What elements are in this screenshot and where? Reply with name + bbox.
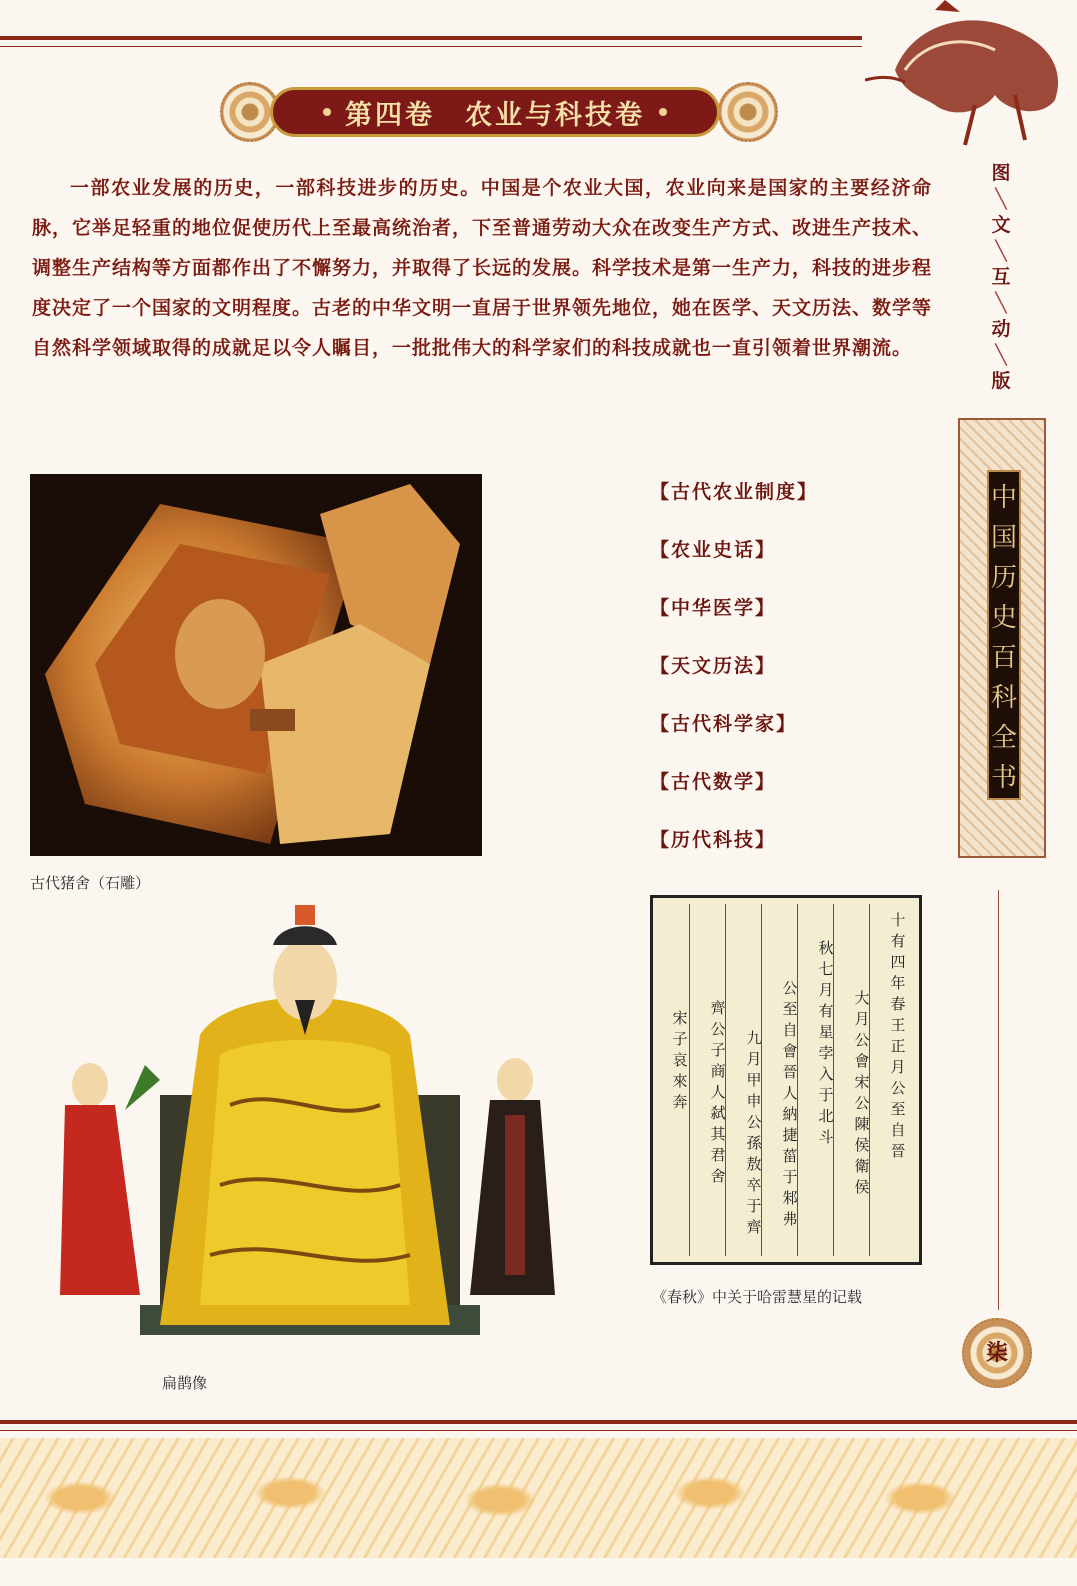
banner-dot-icon bbox=[323, 108, 331, 116]
side-label-char: 互 bbox=[991, 266, 1011, 288]
toc-item-astronomy-calendar[interactable]: 【天文历法】 bbox=[650, 655, 777, 677]
side-separator: ╲ bbox=[995, 344, 1007, 366]
document-column: 九月甲申公孫敖卒于齊 bbox=[746, 1029, 762, 1236]
chunqiu-caption: 《春秋》中关于哈雷慧星的记载 bbox=[652, 1288, 863, 1306]
book-title-char: 史 bbox=[990, 603, 1017, 633]
document-column: 齊公子商人弑其君舍 bbox=[710, 999, 726, 1185]
chunqiu-document-image bbox=[650, 895, 922, 1265]
section-list bbox=[650, 476, 818, 882]
book-title-vertical bbox=[987, 470, 1021, 800]
right-vertical-rule bbox=[998, 890, 999, 1310]
document-column: 秋七月有星孛入于北斗 bbox=[818, 939, 834, 1146]
side-label-char: 图 bbox=[991, 162, 1011, 184]
bottom-rule-thick bbox=[0, 1420, 1077, 1424]
banner-dot-icon bbox=[659, 108, 667, 116]
document-column: 公至自會晉人納捷菑于邾弗 bbox=[782, 979, 798, 1228]
document-column: 大月公會宋公陳侯衛侯 bbox=[854, 989, 870, 1196]
banner-right-rosette-icon bbox=[718, 82, 778, 142]
book-title-char: 全 bbox=[990, 723, 1017, 753]
horse-ornament-icon bbox=[865, 0, 1077, 150]
floral-footer-border bbox=[0, 1438, 1077, 1558]
toc-item-agriculture-history[interactable]: 【农业史话】 bbox=[650, 539, 777, 561]
side-separator: ╲ bbox=[995, 292, 1007, 314]
pigsty-caption: 古代猪舍（石雕） bbox=[30, 874, 151, 892]
book-title-char: 书 bbox=[990, 763, 1017, 793]
bianque-portrait-image bbox=[50, 905, 560, 1365]
intro-paragraph: 一部农业发展的历史，一部科技进步的历史。中国是个农业大国，农业向来是国家的主要经济命脉，它举足轻重的地位促使历代上至最高统治者，下至普通劳动大众在改变生产方式、改进生产技术、调整生产结构等方面都作出了不懈努力，并取得了长远的发展。科学技术是第一生产力，科技的进步程度决定了一个国家的文明程度。古老的中华文明一直居于世界领先地位，她在医学、天文历法、数学等自然科学领域取得的成就足以令人瞩目，一批批伟大的科学家们的科技成就也一直引领着世界潮流。 bbox=[32, 177, 933, 359]
book-title-char: 中 bbox=[990, 483, 1017, 513]
top-rule-thin bbox=[0, 46, 862, 47]
toc-item-ancient-mathematics[interactable]: 【古代数学】 bbox=[650, 771, 777, 793]
bianque-caption: 扁鹊像 bbox=[162, 1374, 208, 1392]
toc-item-dynasty-technology[interactable]: 【历代科技】 bbox=[650, 829, 777, 851]
document-column: 宋子哀來奔 bbox=[672, 1009, 688, 1111]
toc-item-ancient-scientists[interactable]: 【古代科学家】 bbox=[650, 713, 798, 735]
side-label-vertical bbox=[988, 160, 1014, 394]
column-divider bbox=[689, 904, 690, 1256]
book-title-char: 科 bbox=[990, 683, 1017, 713]
book-title-char: 历 bbox=[990, 563, 1017, 593]
side-separator: ╲ bbox=[995, 240, 1007, 262]
page-number: 柒 bbox=[985, 1341, 1008, 1366]
side-label-char: 版 bbox=[991, 370, 1011, 392]
volume-title-banner bbox=[270, 87, 720, 137]
volume-title: 第四卷 农业与科技卷 bbox=[345, 99, 645, 131]
top-rule-thick bbox=[0, 36, 862, 40]
side-label-char: 动 bbox=[991, 318, 1011, 340]
pigsty-sculpture-image bbox=[30, 474, 482, 856]
book-title-char: 国 bbox=[990, 523, 1017, 553]
document-column: 十有四年春王正月公至自晉 bbox=[890, 911, 906, 1160]
toc-item-chinese-medicine[interactable]: 【中华医学】 bbox=[650, 597, 777, 619]
book-title-char: 百 bbox=[990, 643, 1017, 673]
side-label-char: 文 bbox=[991, 214, 1011, 236]
bottom-rule-thin bbox=[0, 1430, 1077, 1431]
side-separator: ╲ bbox=[995, 188, 1007, 210]
toc-item-agriculture-system[interactable]: 【古代农业制度】 bbox=[650, 481, 819, 503]
